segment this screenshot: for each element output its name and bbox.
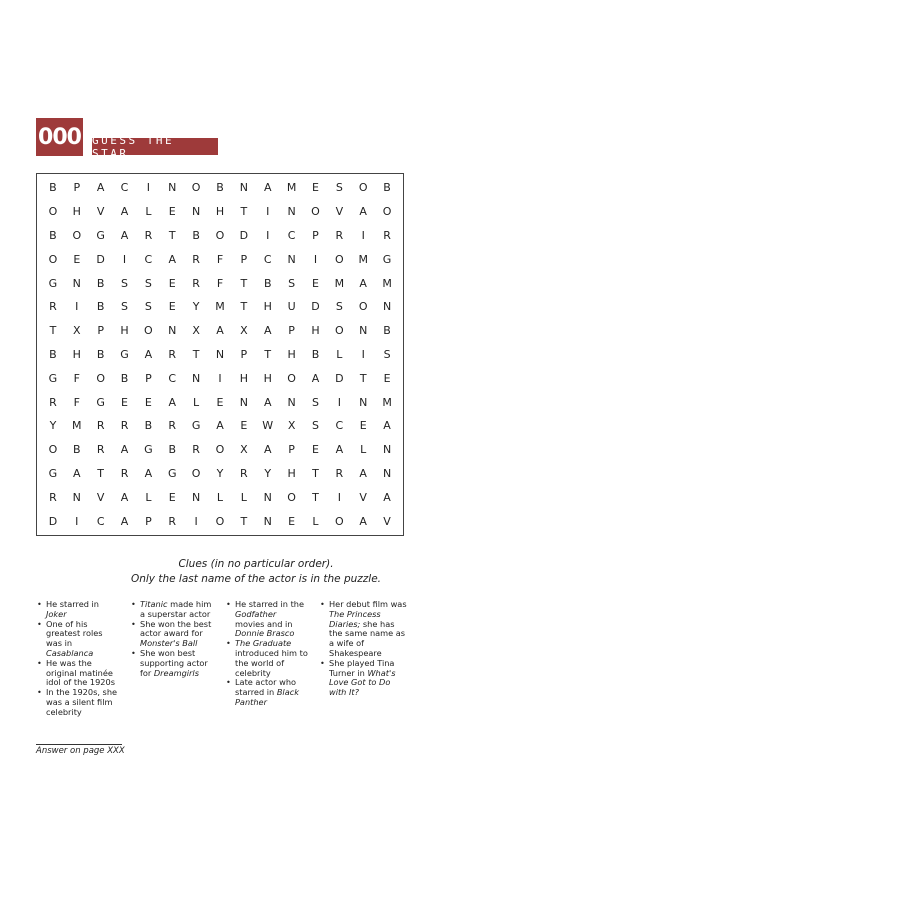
- clue-item: [226, 600, 308, 639]
- grid-letter: A: [359, 276, 367, 290]
- grid-letter: L: [145, 205, 152, 219]
- grid-letter: N: [192, 490, 201, 504]
- grid-letter: B: [96, 347, 105, 361]
- clue-text: What's Love Got to Do with It?: [329, 667, 396, 698]
- clues-intro-line-2: Only the last name of the actor is in the puzzle.: [130, 572, 382, 585]
- grid-letter: X: [287, 419, 296, 433]
- grid-letter: M: [286, 181, 297, 195]
- grid-letter: O: [215, 228, 225, 242]
- grid-letter: X: [240, 443, 248, 457]
- clue-text: Donnie Brasco: [235, 628, 295, 639]
- grid-letter: A: [359, 466, 367, 480]
- clue-text: she has the same name as a wife of Shakespeare: [329, 618, 406, 658]
- grid-letter: E: [383, 371, 391, 385]
- grid-letter: G: [167, 466, 177, 480]
- clue-text: Joker: [46, 608, 67, 619]
- grid-letter: N: [192, 371, 201, 385]
- grid-letter: N: [287, 395, 296, 409]
- grid-letter: R: [96, 419, 105, 433]
- grid-letter: P: [240, 347, 248, 361]
- grid-letter: N: [168, 181, 177, 195]
- grid-letter: R: [383, 228, 391, 242]
- clue-text: She won best supporting actor for: [140, 647, 208, 678]
- grid-letter: R: [192, 276, 200, 290]
- grid-letter: L: [312, 514, 319, 528]
- grid-letter: A: [263, 324, 272, 338]
- grid-letter: A: [216, 324, 224, 338]
- grid-letter: M: [358, 252, 368, 266]
- grid-letter: N: [287, 205, 296, 219]
- answer-divider: [36, 744, 122, 745]
- grid-letter: C: [263, 252, 272, 266]
- grid-letter: T: [49, 324, 57, 338]
- grid-letter: G: [96, 228, 105, 242]
- grid-letter: R: [49, 300, 57, 314]
- grid-letter: W: [262, 419, 274, 433]
- grid-letter: M: [382, 276, 392, 290]
- grid-letter: S: [335, 181, 343, 195]
- grid-letter: V: [335, 205, 344, 219]
- grid-letter: C: [335, 419, 344, 433]
- grid-letter: D: [335, 371, 344, 385]
- grid-letter: X: [192, 324, 200, 338]
- grid-letter: R: [49, 490, 57, 504]
- clue-text: He starred in: [46, 599, 99, 609]
- grid-letter: O: [191, 181, 201, 195]
- grid-letter: R: [120, 419, 129, 433]
- grid-letter: E: [168, 300, 176, 314]
- grid-letter: H: [72, 205, 81, 219]
- grid-letter: L: [240, 490, 247, 504]
- grid-letter: I: [122, 252, 127, 266]
- grid-letter: T: [192, 347, 200, 361]
- grid-letter: N: [263, 514, 272, 528]
- grid-letter: B: [49, 228, 57, 242]
- grid-letter: O: [287, 490, 296, 504]
- grid-letter: D: [239, 228, 249, 242]
- grid-letter: I: [361, 228, 365, 242]
- grid-letter: N: [263, 490, 272, 504]
- grid-letter: C: [287, 228, 296, 242]
- grid-letter: G: [96, 395, 105, 409]
- grid-letter: O: [334, 252, 344, 266]
- clue-text: He starred in the: [235, 599, 305, 609]
- grid-letter: C: [120, 181, 129, 195]
- grid-letter: O: [334, 514, 344, 528]
- clue-text: introduced him to the world of celebrity: [235, 647, 308, 678]
- clue-text: Black Panther: [235, 687, 299, 707]
- grid-letter: O: [358, 181, 368, 195]
- grid-letter: O: [48, 205, 58, 219]
- grid-letter: S: [144, 300, 152, 314]
- grid-letter: F: [216, 276, 224, 290]
- grid-letter: B: [263, 276, 272, 290]
- grid-letter: N: [382, 466, 392, 480]
- grid-letter: N: [359, 395, 368, 409]
- grid-letter: O: [215, 514, 225, 528]
- grid-letter: A: [168, 395, 177, 409]
- grid-letter: P: [288, 443, 295, 457]
- clue-text: She won the best actor award for: [140, 618, 212, 639]
- grid-letter: H: [72, 347, 81, 361]
- grid-letter: G: [191, 419, 201, 433]
- grid-letter: O: [144, 324, 153, 338]
- grid-letter: I: [337, 490, 341, 504]
- grid-letter: T: [312, 490, 319, 504]
- grid-letter: A: [383, 490, 391, 504]
- clue-item: [131, 620, 213, 649]
- grid-letter: C: [144, 252, 153, 266]
- grid-letter: A: [120, 228, 129, 242]
- grid-letter: O: [334, 324, 344, 338]
- grid-letter: A: [144, 466, 153, 480]
- grid-letter: N: [382, 300, 392, 314]
- grid-letter: N: [239, 395, 248, 409]
- grid-letter: E: [311, 276, 319, 290]
- grid-letter: A: [168, 252, 177, 266]
- grid-letter: R: [168, 419, 177, 433]
- grid-letter: E: [73, 252, 81, 266]
- grid-letter: V: [96, 490, 105, 504]
- grid-letter: H: [311, 324, 320, 338]
- grid-letter: T: [97, 466, 105, 480]
- grid-letter: A: [359, 205, 367, 219]
- grid-letter: N: [72, 276, 81, 290]
- grid-letter: D: [48, 514, 58, 528]
- grid-letter: M: [334, 276, 345, 290]
- clue-text: Dreamgirls: [153, 667, 199, 678]
- grid-letter: E: [311, 443, 319, 457]
- clue-text: In the 1920s, she was a silent film celebrity: [46, 687, 118, 717]
- grid-letter: O: [191, 466, 201, 480]
- grid-letter: I: [218, 371, 222, 385]
- grid-letter: H: [263, 371, 272, 385]
- grid-letter: B: [383, 181, 391, 195]
- grid-letter: T: [240, 205, 248, 219]
- grid-letter: A: [96, 181, 105, 195]
- grid-letter: E: [144, 395, 152, 409]
- grid-letter: V: [359, 490, 367, 504]
- clue-item: [37, 620, 119, 659]
- grid-letter: O: [96, 371, 105, 385]
- grid-letter: E: [311, 181, 319, 195]
- grid-letter: N: [359, 324, 368, 338]
- grid-letter: N: [72, 490, 81, 504]
- grid-letter: O: [311, 205, 320, 219]
- grid-letter: N: [382, 443, 392, 457]
- clues-intro: [36, 557, 476, 586]
- grid-letter: C: [168, 371, 177, 385]
- grid-letter: A: [120, 443, 129, 457]
- grid-letter: A: [216, 419, 224, 433]
- grid-letter: T: [359, 371, 367, 385]
- grid-letter: T: [240, 276, 248, 290]
- answer-note: Answer on page XXX: [36, 746, 125, 756]
- grid-letter: H: [287, 347, 296, 361]
- grid-letter: R: [168, 514, 177, 528]
- grid-letter: A: [263, 443, 272, 457]
- grid-letter: A: [263, 181, 272, 195]
- grid-letter: H: [263, 300, 272, 314]
- grid-letter: S: [144, 276, 152, 290]
- clue-item: [131, 600, 213, 620]
- grid-letter: A: [359, 514, 367, 528]
- grid-letter: N: [287, 252, 296, 266]
- clue-text: Casablanca: [46, 647, 94, 658]
- grid-letter: B: [49, 181, 57, 195]
- clue-text: One of his greatest roles was in: [46, 618, 103, 649]
- clue-item: [320, 659, 408, 698]
- grid-letter: A: [335, 443, 344, 457]
- grid-letter: Y: [216, 466, 224, 480]
- grid-letter: G: [382, 252, 392, 266]
- grid-letter: O: [48, 252, 58, 266]
- section-title: GUESS THE STAR: [92, 138, 218, 155]
- grid-letter: Y: [264, 466, 272, 480]
- grid-letter: R: [192, 443, 200, 457]
- grid-letter: E: [168, 276, 176, 290]
- grid-letter: E: [216, 395, 224, 409]
- grid-letter: B: [96, 276, 105, 290]
- grid-letter: B: [192, 228, 200, 242]
- grid-letter: I: [146, 181, 151, 195]
- clue-column-4: [320, 600, 408, 698]
- clue-item: [37, 659, 119, 688]
- grid-letter: I: [75, 300, 79, 314]
- grid-letter: A: [263, 395, 272, 409]
- grid-letter: O: [48, 443, 58, 457]
- grid-letter: I: [313, 252, 318, 266]
- grid-letter: V: [96, 205, 105, 219]
- clue-item: [320, 600, 408, 659]
- grid-letter: N: [215, 347, 225, 361]
- clue-column-1: [37, 600, 119, 718]
- clue-text: The Graduate: [235, 638, 292, 649]
- grid-letter: U: [287, 300, 296, 314]
- grid-letter: G: [48, 466, 58, 480]
- grid-letter: I: [194, 514, 198, 528]
- grid-letter: O: [215, 443, 225, 457]
- grid-letter: O: [382, 205, 392, 219]
- grid-letter: I: [337, 395, 341, 409]
- grid-letter: L: [360, 443, 367, 457]
- clue-column-3: [226, 600, 308, 708]
- grid-letter: G: [48, 371, 58, 385]
- clue-item: [226, 678, 308, 707]
- clue-text: Her debut film was: [329, 599, 407, 609]
- grid-letter: L: [193, 395, 200, 409]
- grid-letter: E: [359, 419, 367, 433]
- grid-letter: X: [240, 324, 248, 338]
- grid-letter: S: [288, 276, 296, 290]
- grid-letter: F: [216, 252, 224, 266]
- grid-letter: B: [96, 300, 105, 314]
- grid-letter: P: [145, 514, 152, 528]
- grid-letter: L: [145, 490, 152, 504]
- grid-letter: R: [144, 228, 153, 242]
- clue-item: [37, 688, 119, 717]
- grid-letter: B: [311, 347, 320, 361]
- grid-letter: I: [75, 514, 79, 528]
- grid-letter: L: [216, 490, 224, 504]
- grid-letter: B: [144, 419, 153, 433]
- grid-letter: T: [264, 347, 272, 361]
- clue-item: [131, 649, 213, 678]
- grid-letter: P: [73, 181, 81, 195]
- grid-letter: T: [240, 300, 248, 314]
- clue-text: Godfather: [235, 608, 277, 619]
- grid-letter: A: [120, 514, 129, 528]
- grid-letter: X: [73, 324, 81, 338]
- grid-letter: R: [335, 466, 344, 480]
- grid-letter: P: [312, 228, 319, 242]
- grid-letter: P: [288, 324, 295, 338]
- clue-text: Monster's Ball: [140, 638, 198, 649]
- grid-letter: G: [144, 443, 153, 457]
- grid-letter: E: [121, 395, 128, 409]
- grid-letter: I: [361, 347, 365, 361]
- grid-letter: G: [120, 347, 129, 361]
- grid-letter: V: [383, 514, 391, 528]
- grid-letter: D: [311, 300, 320, 314]
- grid-letter: H: [215, 205, 225, 219]
- grid-letter: B: [383, 324, 391, 338]
- clue-item: [37, 600, 119, 620]
- grid-letter: R: [96, 443, 105, 457]
- grid-letter: E: [240, 419, 248, 433]
- grid-letter: M: [72, 419, 82, 433]
- grid-letter: H: [239, 371, 248, 385]
- grid-letter: F: [73, 371, 80, 385]
- word-search-grid: [36, 173, 404, 536]
- grid-letter: N: [192, 205, 201, 219]
- grid-letter: B: [73, 443, 81, 457]
- grid-letter: Y: [192, 300, 200, 314]
- grid-letter: R: [120, 466, 129, 480]
- grid-letter: H: [120, 324, 129, 338]
- grid-letter: B: [168, 443, 177, 457]
- grid-letter: A: [383, 419, 391, 433]
- grid-letter: S: [121, 300, 129, 314]
- grid-letter: A: [120, 490, 129, 504]
- page-number-badge: 000: [36, 118, 83, 156]
- grid-letter: P: [97, 324, 104, 338]
- grid-letter: O: [287, 371, 296, 385]
- grid-letter: H: [287, 466, 296, 480]
- grid-letter: I: [266, 205, 270, 219]
- grid-letter: Y: [49, 419, 57, 433]
- clue-text: Late actor who starred in: [235, 677, 297, 698]
- grid-letter: G: [48, 276, 58, 290]
- clue-text: She played Tina Turner in: [329, 657, 395, 678]
- grid-letter: M: [215, 300, 225, 314]
- grid-letter: B: [120, 371, 129, 385]
- grid-letter: T: [312, 466, 319, 480]
- clue-text: The Princess Diaries;: [329, 608, 381, 629]
- grid-letter: S: [311, 395, 319, 409]
- grid-letter: O: [72, 228, 82, 242]
- grid-letter: A: [73, 466, 81, 480]
- grid-letter: T: [168, 228, 176, 242]
- grid-letter: R: [49, 395, 57, 409]
- grid-letter: I: [266, 228, 270, 242]
- clue-text: movies and in: [235, 618, 293, 629]
- grid-letter: L: [336, 347, 343, 361]
- clue-item: [226, 639, 308, 678]
- grid-letter: T: [240, 514, 248, 528]
- grid-letter: N: [239, 181, 248, 195]
- grid-letter: D: [96, 252, 105, 266]
- grid-letter: N: [168, 324, 177, 338]
- grid-letter: S: [121, 276, 129, 290]
- grid-letter: A: [120, 205, 129, 219]
- grid-letter: B: [49, 347, 57, 361]
- clue-column-2: [131, 600, 213, 678]
- grid-letter: E: [168, 205, 176, 219]
- grid-letter: S: [311, 419, 319, 433]
- clues-intro-line-1: Clues (in no particular order).: [178, 558, 334, 570]
- grid-letter: R: [168, 347, 177, 361]
- grid-letter: E: [168, 490, 176, 504]
- grid-letter: M: [382, 395, 392, 409]
- grid-letter: O: [358, 300, 368, 314]
- grid-letter: F: [73, 395, 80, 409]
- grid-letter: R: [335, 228, 344, 242]
- grid-letter: P: [145, 371, 152, 385]
- grid-letter: C: [96, 514, 105, 528]
- grid-letter: P: [240, 252, 248, 266]
- grid-letter: S: [383, 347, 391, 361]
- clue-text: Titanic: [140, 599, 168, 609]
- grid-letter: R: [240, 466, 248, 480]
- clue-text: He was the original matinée idol of the 1920s: [46, 657, 115, 688]
- grid-letter: R: [192, 252, 200, 266]
- clue-text: made him a superstar actor: [140, 599, 212, 619]
- grid-letter: E: [288, 514, 296, 528]
- grid-letter: A: [311, 371, 320, 385]
- grid-letter: B: [216, 181, 224, 195]
- grid-letter: A: [144, 347, 153, 361]
- grid-letter: S: [335, 300, 343, 314]
